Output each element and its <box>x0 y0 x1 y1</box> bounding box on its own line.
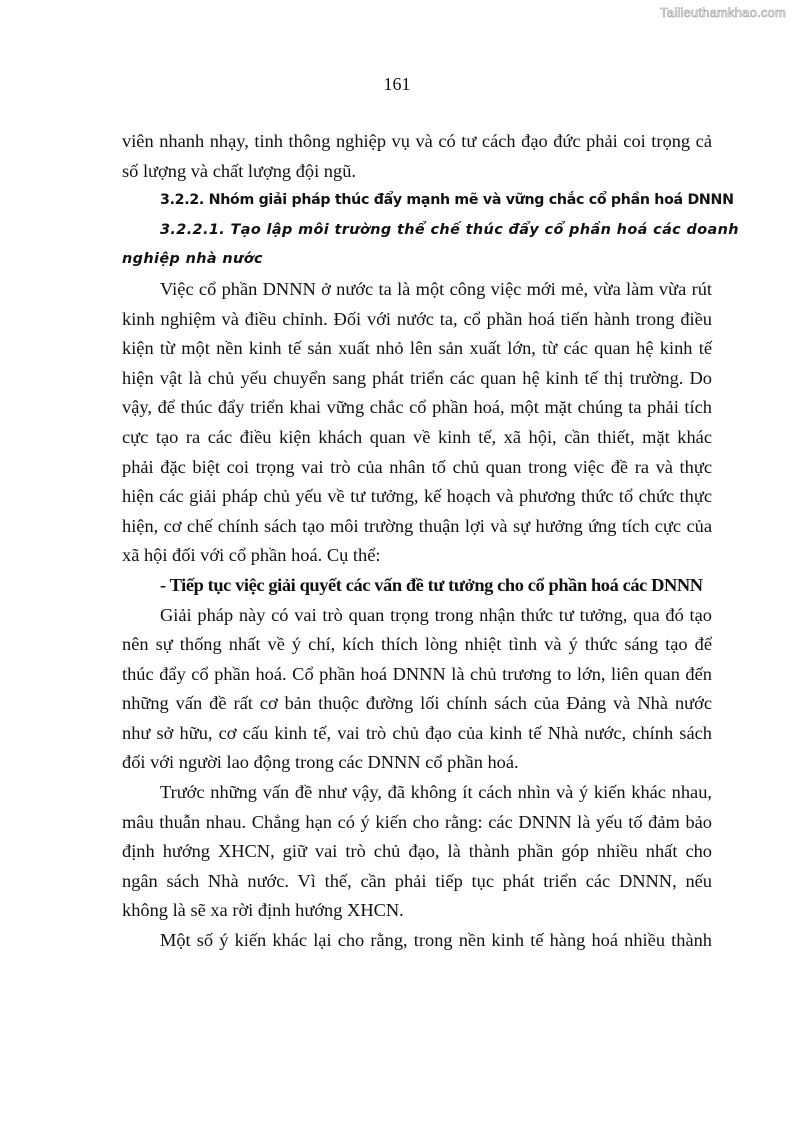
body-line: hiện, cơ chế chính sách tạo môi trường thuận lợi và sự hưởng ứng tích cực của <box>122 515 712 536</box>
body-line: cực tạo ra các điều kiện khách quan về kinh tế, xã hội, cần thiết, mặt khác <box>122 426 712 447</box>
body-line: hiện vật là chủ yếu chuyển sang phát triển các quan hệ kinh tế thị trường. Do <box>122 367 712 388</box>
document-body <box>122 127 739 956</box>
paragraph-first-line: Việc cổ phần DNNN ở nước ta là một công việc mới mẻ, vừa làm vừa rút <box>160 278 712 299</box>
paragraph-first-line: Một số ý kiến khác lại cho rằng, trong nền kinh tế hàng hoá nhiều thành <box>160 930 712 951</box>
paragraph-first-line: Trước những vấn đề như vậy, đã không ít cách nhìn và ý kiến khác nhau, <box>160 782 712 803</box>
page-number: 161 <box>383 74 411 94</box>
subsection-heading: 3.2.2.1. Tạo lập môi trường thể chế thúc đẩy cổ phần hoá các doanh <box>160 221 739 238</box>
watermark: Tailieuthamkhao.com <box>660 5 786 20</box>
subsection-heading-continued: nghiệp nhà nước <box>122 251 263 268</box>
body-line: thúc đẩy cổ phần hoá. Cổ phần hoá DNNN là chủ trương to lớn, liên quan đến <box>122 663 712 684</box>
body-line: viên nhanh nhạy, tinh thông nghiệp vụ và có tư cách đạo đức phải coi trọng cả <box>122 131 712 151</box>
body-line: những vấn đề rất cơ bản thuộc đường lối chính sách của Đảng và Nhà nước <box>122 693 712 714</box>
body-line: vậy, để thúc đẩy triển khai vững chắc cổ phần hoá, một mặt chúng ta phải tích <box>122 397 712 418</box>
body-line: mâu thuẫn nhau. Chẳng hạn có ý kiến cho rằng: các DNNN là yếu tố đảm bảo <box>122 811 712 832</box>
body-line: ngân sách Nhà nước. Vì thế, cần phải tiếp tục phát triển các DNNN, nếu <box>122 870 712 891</box>
body-line: hiện các giải pháp chủ yếu về tư tưởng, kế hoạch và phương thức tổ chức thực <box>122 486 712 507</box>
body-line: như sở hữu, cơ cấu kinh tế, vai trò chủ đạo của kinh tế Nhà nước, chính sách <box>122 722 712 743</box>
body-line: phải đặc biệt coi trọng vai trò của nhân tố chủ quan trong việc đề ra và thực <box>122 456 712 477</box>
section-heading: 3.2.2. Nhóm giải pháp thúc đẩy mạnh mẽ và vững chắc cổ phần hoá DNNN <box>160 192 734 209</box>
body-line: không là sẽ xa rời định hướng XHCN. <box>122 900 404 921</box>
paragraph-first-line: Giải pháp này có vai trò quan trọng trong nhận thức tư tưởng, qua đó tạo <box>160 604 712 625</box>
body-line: số lượng và chất lượng đội ngũ. <box>122 160 356 181</box>
bold-subheading: - Tiếp tục việc giải quyết các vấn đề tư tưởng cho cổ phần hoá các DNNN <box>160 574 703 595</box>
body-line: kinh nghiệm và điều chỉnh. Đối với nước ta, cổ phần hoá tiến hành trong điều <box>122 308 712 329</box>
body-line: xã hội đối với cổ phần hoá. Cụ thể: <box>122 545 381 566</box>
body-line: định hướng XHCN, giữ vai trò chủ đạo, là thành phần góp nhiều nhất cho <box>122 841 712 862</box>
body-line: kiện từ một nền kinh tế sản xuất nhỏ lên sản xuất lớn, từ các quan hệ kinh tế <box>122 338 712 359</box>
body-line: đối với người lao động trong các DNNN cổ phần hoá. <box>122 752 519 773</box>
body-line: nên sự thống nhất về ý chí, kích thích lòng nhiệt tình và ý thức sáng tạo để <box>122 634 712 655</box>
